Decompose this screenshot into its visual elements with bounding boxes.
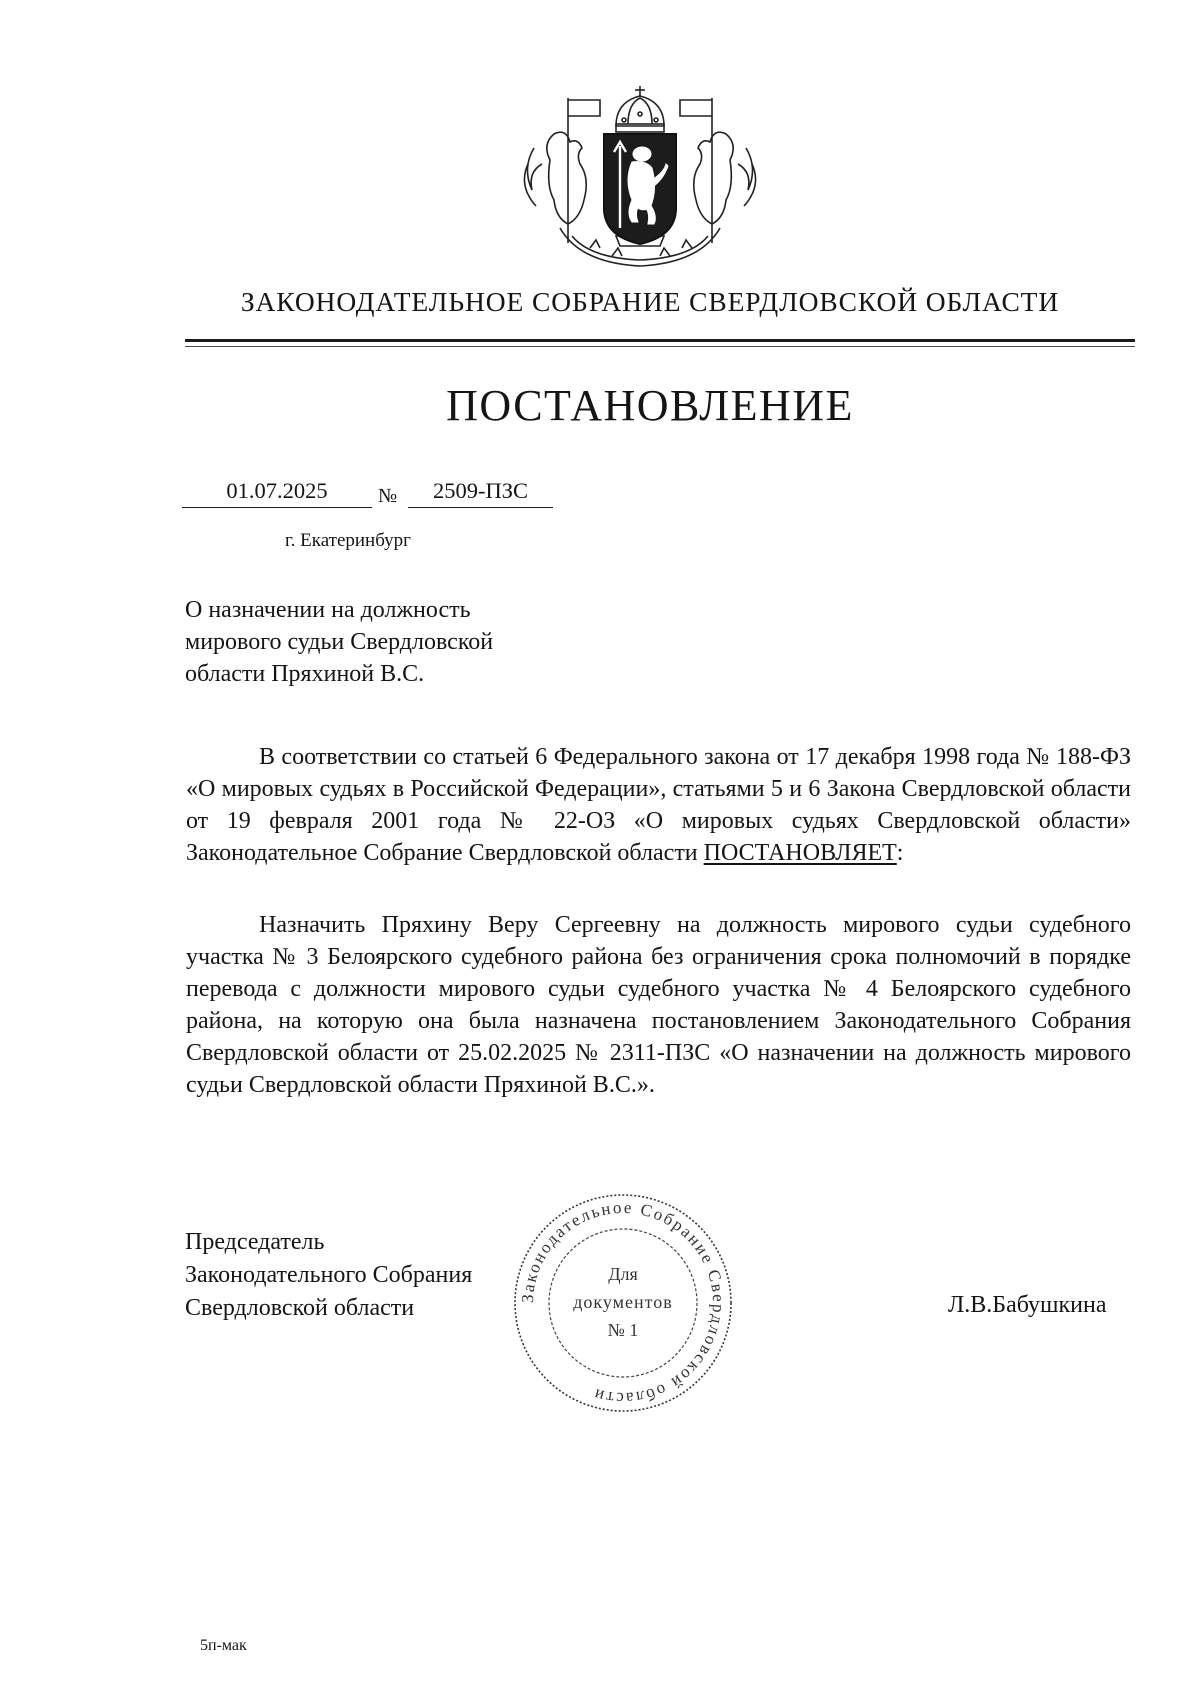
signatory-position-line: Свердловской области (185, 1295, 415, 1321)
resolves-keyword: ПОСТАНОВЛЯЕТ (703, 840, 897, 866)
body-paragraph-appointment: Назначить Пряхину Веру Сергеевну на должность мирового судьи судебного участка № 3 Белоярского судебного района без ограничения срока полномочий в порядке перевода с должности мирового судьи судебного участка № 4 Белоярского судебного района, на которую она была назначена постановлением Законодательного Собрания Свердловской области от 25.02.2025 № 2311-ПЗС «О назначении на должность мирового судьи Свердловской области Пряхиной В.С.». (186, 912, 1131, 1098)
legal-basis-end: : (896, 840, 904, 866)
document-city: г. Екатеринбург (285, 530, 411, 551)
coat-of-arms-emblem (520, 68, 760, 278)
signatory-position-line: Законодательного Собрания (185, 1262, 473, 1288)
number-sign-label: № (378, 485, 398, 507)
stamp-center-line: документов (573, 1292, 673, 1312)
header-divider-thin (185, 346, 1135, 347)
header-divider-thick (185, 339, 1135, 342)
footer-code: 5п-мак (200, 1637, 247, 1654)
official-stamp (508, 1188, 738, 1418)
signatory-position (185, 1226, 472, 1325)
stamp-center-line: № 1 (607, 1320, 639, 1340)
subject-line: О назначении на должность (185, 597, 471, 623)
legal-basis-text: В соответствии со статьей 6 Федерального закона от 17 декабря 1998 года № 188-ФЗ «О мировых судьях в Российской Федерации», статьями 5 и 6 Закона Свердловской области от 19 февраля 2001 года № 22-ОЗ «О мировых судьях Свердловской области» Законодательное Собрание Свердловской области (186, 744, 1131, 866)
body-paragraph-legal-basis (186, 741, 1131, 869)
subject-line: области Пряхиной В.С. (185, 661, 425, 687)
document-subject (185, 594, 605, 690)
stamp-ring-text: Законодательное Собрание Свердловской области (517, 1197, 729, 1409)
signatory-position-line: Председатель (185, 1229, 325, 1255)
stamp-center-line: Для (608, 1264, 638, 1284)
document-number: 2509-ПЗС (408, 478, 553, 508)
signatory-name: Л.В.Бабушкина (948, 1292, 1107, 1318)
subject-line: мирового судьи Свердловской (185, 629, 494, 655)
document-type-title: ПОСТАНОВЛЕНИЕ (446, 381, 854, 430)
organization-name: ЗАКОНОДАТЕЛЬНОЕ СОБРАНИЕ СВЕРДЛОВСКОЙ ОБЛАСТИ (240, 286, 1060, 317)
document-date: 01.07.2025 (182, 478, 372, 508)
